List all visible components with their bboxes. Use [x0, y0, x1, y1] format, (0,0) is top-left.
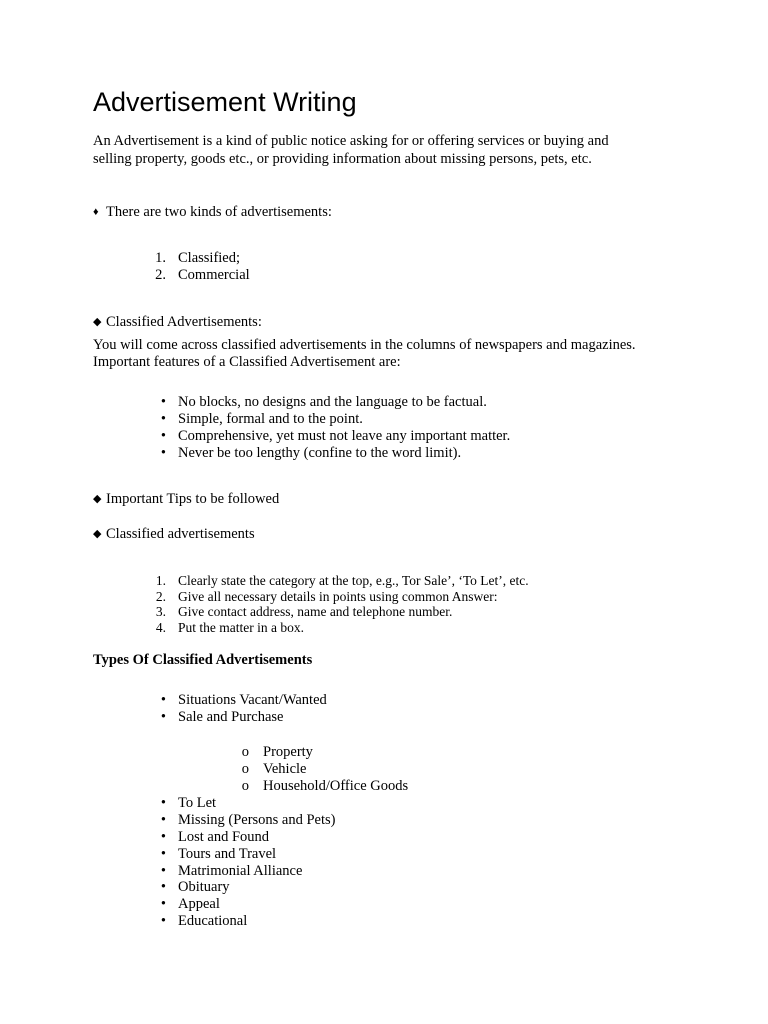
bullet-icon: •	[160, 411, 166, 427]
diamond-icon: ◆	[93, 528, 102, 540]
bullet-icon: •	[160, 394, 166, 410]
bullet-icon: •	[160, 428, 166, 444]
classified-paragraph-line-2: Important features of a Classified Advertisement are:	[93, 354, 401, 370]
bullet-icon: •	[160, 879, 166, 895]
diamond-icon: ◆	[93, 493, 102, 505]
circle-bullet-icon: o	[241, 778, 249, 794]
types-heading: Types Of Classified Advertisements	[93, 652, 313, 668]
bullet-icon: •	[160, 795, 166, 811]
kinds-heading-text: There are two kinds of advertisements:	[106, 204, 332, 220]
diamond-icon: ◆	[93, 316, 102, 328]
bullet-icon: •	[160, 445, 166, 461]
bullet-icon: •	[160, 829, 166, 845]
bullet-icon: •	[160, 863, 166, 879]
circle-bullet-icon: o	[241, 761, 249, 777]
classified-heading-text: Classified Advertisements:	[106, 314, 262, 330]
bullet-icon: •	[160, 812, 166, 828]
kinds-heading	[93, 204, 332, 221]
classified-ads-heading-text: Classified advertisements	[106, 526, 255, 542]
bullet-icon: •	[160, 896, 166, 912]
tips-heading-text: Important Tips to be followed	[106, 491, 280, 507]
circle-bullet-icon: o	[241, 744, 249, 760]
page-title: Advertisement Writing	[93, 87, 357, 117]
bullet-icon: •	[160, 846, 166, 862]
document-page: Advertisement Writing An Advertisement is a kind of public notice asking for or offering services or buying and selling property, goods etc., or providing information about missing persons, pets, etc. ♦ There are two kinds of advertisements: 1. Classified; 2. Commercial ◆ Classified Advertisements: You will come across classified advertisements in the columns of newspapers and magazines. Important features of a Classified Advertisement are: • No blocks, no designs and the language to be factual. • Simple, formal and to the point. • Comprehensive, yet must not leave any important matter. • Never be too lengthy (confine to the word limit). ◆ Important Tips to be followed ◆ Classified advertisements 1. Clearly state the category at the top, e.g., Tor Sale’, ‘To Let’, etc. 2. Give all necessary details in points using common Answer: 3. Give contact address, name and telephone number. 4. Put the matter in a box. Types Of Classified Advertisements • Situations Vacant/Wanted • Sale and Purchase o Property o Vehicle o Household/Office Goods • To Let • Missing (Persons and Pets) • Lost and Found • Tours and Travel • Matrimonial Alliance • Obituary • Appeal • Educational	[0, 0, 768, 1024]
intro-paragraph-line-1: An Advertisement is a kind of public notice asking for or offering services or buying and	[93, 133, 609, 149]
tips-heading	[93, 491, 279, 508]
classified-ads-heading	[93, 526, 255, 543]
bullet-icon: •	[160, 692, 166, 708]
classified-heading	[93, 314, 262, 331]
diamond-icon: ♦	[93, 206, 99, 218]
classified-paragraph-line-1: You will come across classified advertisements in the columns of newspapers and magazines.	[93, 337, 636, 353]
intro-paragraph-line-2: selling property, goods etc., or providing information about missing persons, pets, etc.	[93, 151, 592, 167]
bullet-icon: •	[160, 709, 166, 725]
bullet-icon: •	[160, 913, 166, 929]
